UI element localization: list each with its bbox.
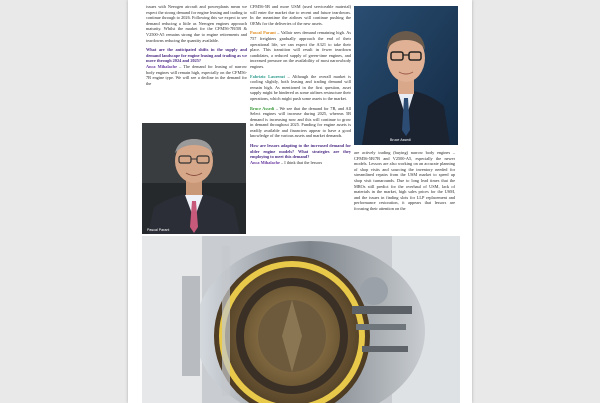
portrait-illustration [354,6,458,145]
photo-caption: Bruce Assedi [390,138,411,142]
engine-illustration [142,236,460,403]
answer-text: – Although the overall market is cooling slightly, both leasing and trading demand will remain high. As mentioned in the first question, asset supply might be hindered as some airlines restructure their operations, which might push some assets to the market. [250,73,351,101]
article-column-1 [146,4,247,90]
article-column-2 [250,4,351,169]
answer-text: – Vallair sees demand remaining high. As 757 freighters gradually approach the end of their operational life, we can expect the A321 to take their place. This transition will result in fewer teardown candidates, a reduced supply of green-time engines, and increased pressure on the availability of most narrowbody engines. [250,30,351,69]
paragraph: issues with Neeogen aircraft and powerplants mean we expect the strong demand for engine leasing and trading to continue through to 2026. Following this we expect to see demand reducing a little as Neeogen engines approach maturity. Whilst the market for the CFM56-7B/5B & V2500-A5 remains strong due to engine retirements and teardowns reducing the quantity available. [146,4,247,43]
portrait-photo-bruce [354,6,458,145]
portrait-photo-pascal [142,123,246,234]
engine-photo [142,236,460,403]
question-heading: How are lessors adapting to the increased demand for older engine models? What strategies are they employing to meet this demand? [250,143,351,160]
answer-text: – We see that the demand for 7B, and All Select engines will increase during 2025, whereas 5B demand is increasing now and this will continue to grow in demand throughout 2025. Funding for engine assets is readily available and financiers appear to have a good knowledge of the various assets and market demands. [250,105,351,139]
answer-text: – I think that the lessors [279,159,323,165]
portrait-illustration [142,123,246,234]
article-column-3 [354,150,455,216]
question-heading: What are the anticipated shifts in the supply and demand landscape for engine leasing and trading as we move through 2024 and 2025? [146,47,247,64]
paragraph: are actively trading (buying) narrow body engines – CFM56-5B/7B and V2500-A5, especially the newer models. Lessors are also working on an accurate planning of shop visits and sourcing the inventory needed for streamlined repairs from the USM market to speed up shop visit turnarounds. Due to long lead times that the MROs still predict for the overhaul of USM, lack of materials in the market, high sales prices for the USM, and the issues in finding slots for LLP replacement and performance restoration, it appears that lessors are focusing their attention on the [354,150,455,211]
speaker-name: Anca Mihalache [250,159,280,165]
photo-caption: Pascal Parant [147,228,170,232]
paragraph: CFM56-5B and more USM (used serviceable material) will enter the market due to recent and future teardowns. In the meantime the airlines will continue pushing the OEMs for the deliveries of the new assets. [250,4,351,26]
speaker-name: Bruce Assedi [250,105,275,111]
speaker-name: Fabrizio Laurenzi [250,73,285,79]
answer-text: – The demand for leasing of narrow body engines will remain high, especially on the CFM56-7B engine type. We will see a decline in the demand for the [146,63,247,86]
speaker-name: Anca Mihalache [146,63,177,69]
speaker-name: Pascal Parant [250,30,276,36]
magazine-page [128,0,472,403]
